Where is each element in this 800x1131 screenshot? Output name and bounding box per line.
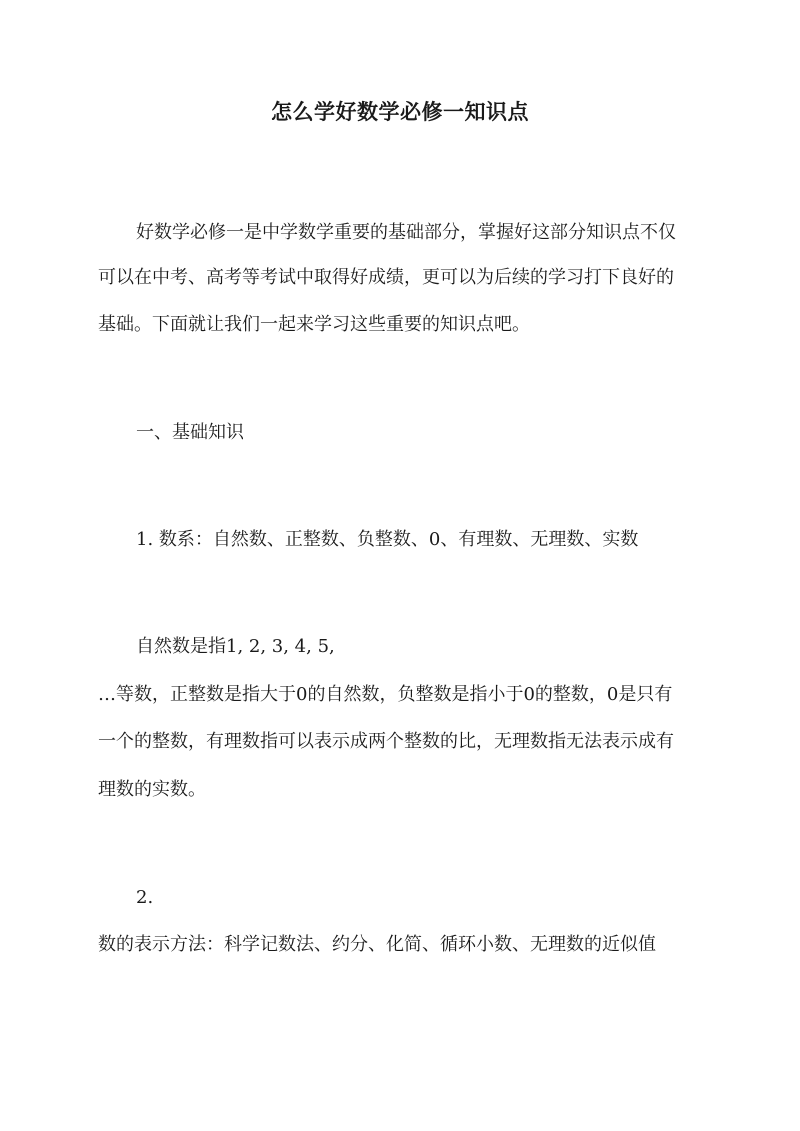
item-1-line-2: …等数，正整数是指大于0的自然数，负整数是指小于0的整数，0是只有 xyxy=(98,684,673,705)
item-2-number: 2. xyxy=(136,887,154,908)
item-1-line-1: 自然数是指1, 2, 3, 4, 5, xyxy=(136,636,335,657)
intro-line-3: 基础。下面就让我们一起来学习这些重要的知识点吧。 xyxy=(98,314,530,335)
item-1-line-4: 理数的实数。 xyxy=(98,779,206,800)
intro-line-2: 可以在中考、高考等考试中取得好成绩，更可以为后续的学习打下良好的 xyxy=(98,267,674,288)
item-1-heading: 1. 数系：自然数、正整数、负整数、0、有理数、无理数、实数 xyxy=(136,529,639,550)
intro-line-1: 好数学必修一是中学数学重要的基础部分，掌握好这部分知识点不仅 xyxy=(136,222,676,243)
document-title: 怎么学好数学必修一知识点 xyxy=(271,99,529,124)
item-2-line-1: 数的表示方法：科学记数法、约分、化简、循环小数、无理数的近似值 xyxy=(98,934,656,955)
item-1-line-3: 一个的整数，有理数指可以表示成两个整数的比，无理数指无法表示成有 xyxy=(98,731,674,752)
section-heading-basics: 一、基础知识 xyxy=(136,422,244,443)
